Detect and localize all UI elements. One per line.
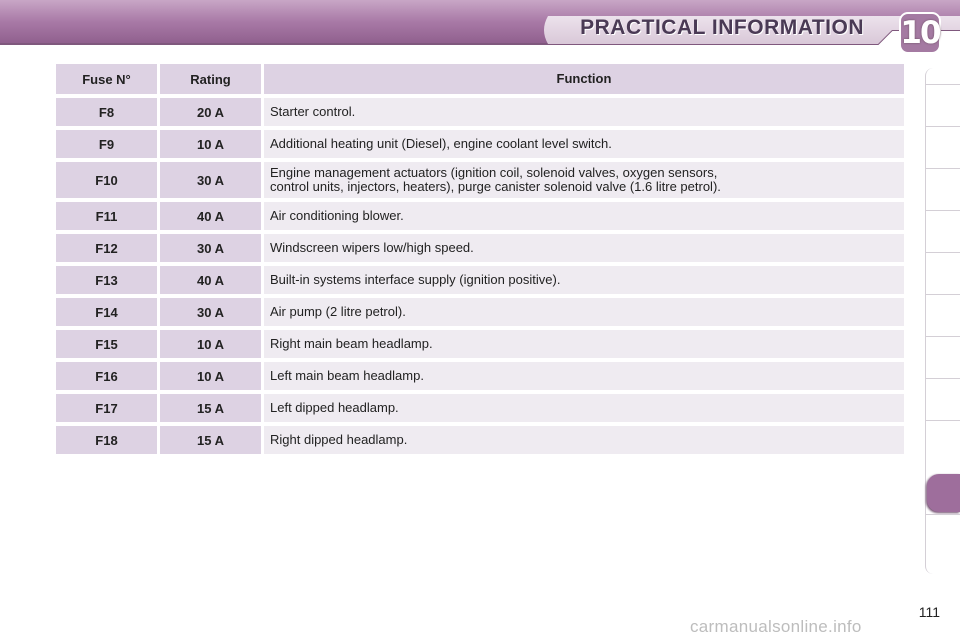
chapter-tab[interactable]	[925, 84, 960, 125]
chapter-badge	[898, 11, 942, 55]
fuse-number: F15	[56, 330, 157, 358]
fuse-number: F8	[56, 98, 157, 126]
chapter-tab[interactable]	[925, 252, 960, 293]
chapter-tab[interactable]	[925, 294, 960, 335]
fuse-rating: 20 A	[160, 98, 261, 126]
fuse-number: F10	[56, 162, 157, 198]
fuse-rating: 30 A	[160, 298, 261, 326]
fuse-rating: 30 A	[160, 234, 261, 262]
fuse-rating: 40 A	[160, 202, 261, 230]
chapter-tab[interactable]	[925, 168, 960, 209]
chapter-tab[interactable]	[925, 210, 960, 251]
chapter-tab[interactable]	[925, 420, 960, 461]
fuse-function-line: control units, injectors, heaters), purge canister solenoid valve (1.6 litre petrol).	[270, 179, 721, 194]
fuse-function: Windscreen wipers low/high speed.	[264, 234, 904, 262]
fuse-function: Built-in systems interface supply (ignition positive).	[264, 266, 904, 294]
fuse-number: F13	[56, 266, 157, 294]
fuse-rating: 30 A	[160, 162, 261, 198]
fuse-number: F9	[56, 130, 157, 158]
fuse-function: Right main beam headlamp.	[264, 330, 904, 358]
fuse-number: F17	[56, 394, 157, 422]
table-row	[56, 98, 904, 126]
table-row	[56, 234, 904, 262]
fuse-number: F16	[56, 362, 157, 390]
table-row	[56, 130, 904, 158]
chapter-tab[interactable]	[925, 514, 960, 555]
chapter-number: 10	[900, 15, 940, 51]
table-row	[56, 298, 904, 326]
fuse-function	[264, 162, 904, 198]
fuse-rating: 40 A	[160, 266, 261, 294]
table-row	[56, 426, 904, 454]
fuse-rating: 15 A	[160, 426, 261, 454]
fuse-rating: 15 A	[160, 394, 261, 422]
chapter-tab[interactable]	[925, 126, 960, 167]
fuse-function: Left dipped headlamp.	[264, 394, 904, 422]
column-header-fuse: Fuse N°	[56, 64, 157, 94]
fuse-number: F18	[56, 426, 157, 454]
page-title: PRACTICAL INFORMATION	[580, 16, 864, 39]
table-row	[56, 330, 904, 358]
fuse-function: Left main beam headlamp.	[264, 362, 904, 390]
fuse-number: F11	[56, 202, 157, 230]
fuse-function: Air pump (2 litre petrol).	[264, 298, 904, 326]
fuse-function-line: Engine management actuators (ignition coil, solenoid valves, oxygen sensors,	[270, 165, 718, 180]
fuse-function: Right dipped headlamp.	[264, 426, 904, 454]
table-row	[56, 202, 904, 230]
column-header-function: Function	[264, 64, 904, 94]
table-row	[56, 394, 904, 422]
chapter-tab-active[interactable]	[927, 474, 960, 512]
chapter-tabs	[925, 68, 960, 574]
fuse-function: Air conditioning blower.	[264, 202, 904, 230]
table-row	[56, 266, 904, 294]
table-row	[56, 162, 904, 198]
fuse-function: Additional heating unit (Diesel), engine coolant level switch.	[264, 130, 904, 158]
table-row	[56, 362, 904, 390]
page-header	[0, 0, 960, 52]
chapter-tab[interactable]	[925, 336, 960, 377]
table-header-row	[56, 64, 904, 94]
chapter-tab[interactable]	[925, 378, 960, 419]
fuse-number: F14	[56, 298, 157, 326]
fuse-rating: 10 A	[160, 130, 261, 158]
fuse-function: Starter control.	[264, 98, 904, 126]
watermark: carmanualsonline.info	[690, 617, 862, 636]
fuse-number: F12	[56, 234, 157, 262]
page-number: 111	[918, 604, 940, 620]
fuse-rating: 10 A	[160, 330, 261, 358]
fuse-rating: 10 A	[160, 362, 261, 390]
column-header-rating: Rating	[160, 64, 261, 94]
